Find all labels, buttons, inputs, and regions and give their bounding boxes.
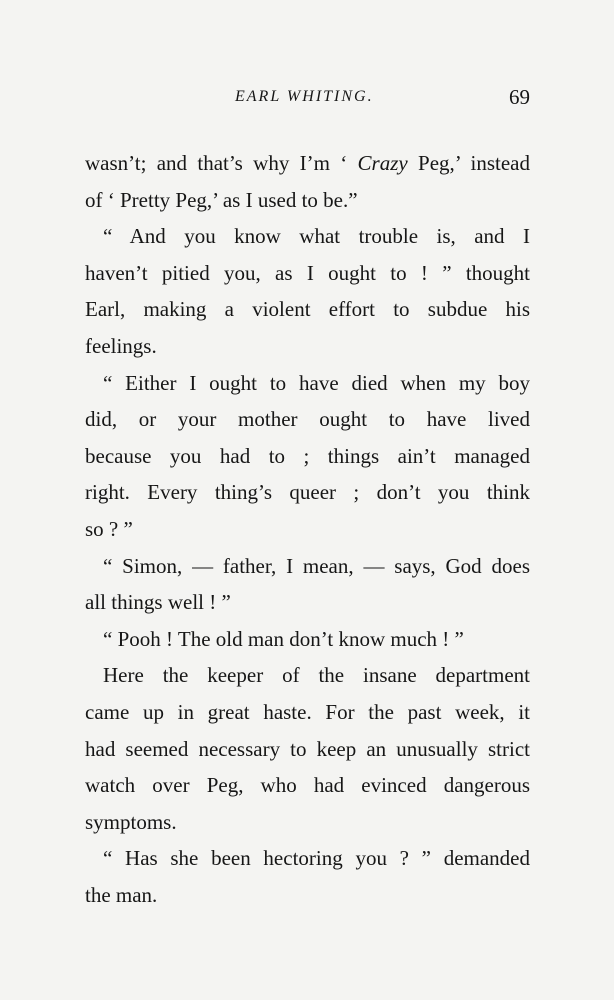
text-line: feelings. [85, 333, 157, 358]
text-line: “ Simon, — father, I mean, — says, God does [103, 553, 530, 578]
running-title: EARL WHITING. [235, 88, 374, 105]
page-body-text [85, 145, 530, 913]
text-line: symptoms. [85, 809, 177, 834]
text-line: did, or your mother ought to have lived [85, 407, 530, 432]
text-line: of ‘ Pretty Peg,’ as I used to be.” [85, 187, 358, 212]
text-line: right. Every thing’s queer ; don’t you think [85, 480, 530, 505]
page-header [85, 85, 530, 118]
text-line: had seemed necessary to keep an unusually strict [85, 736, 530, 761]
text-line: wasn’t; and that’s why I’m ‘ Crazy Peg,’ instead [85, 151, 530, 175]
page-number: 69 [509, 85, 530, 109]
text-line: so ? ” [85, 516, 133, 541]
text-line: haven’t pitied you, as I ought to ! ” thought [85, 260, 530, 285]
text-line: “ Pooh ! The old man don’t know much ! ” [103, 626, 464, 651]
text-line: came up in great haste. For the past week, it [85, 699, 530, 724]
text-line: “ Either I ought to have died when my boy [103, 370, 530, 395]
text-line: all things well ! ” [85, 590, 231, 615]
text-line: “ And you know what trouble is, and I [103, 224, 530, 249]
text-line: Earl, making a violent effort to subdue his [85, 297, 530, 322]
text-line: “ Has she been hectoring you ? ” demanded [103, 846, 530, 871]
text-line: the man. [85, 882, 158, 907]
text-line: Here the keeper of the insane department [103, 663, 530, 688]
text-line: watch over Peg, who had evinced dangerous [85, 773, 530, 798]
text-line: because you had to ; things ain’t managed [85, 443, 530, 468]
